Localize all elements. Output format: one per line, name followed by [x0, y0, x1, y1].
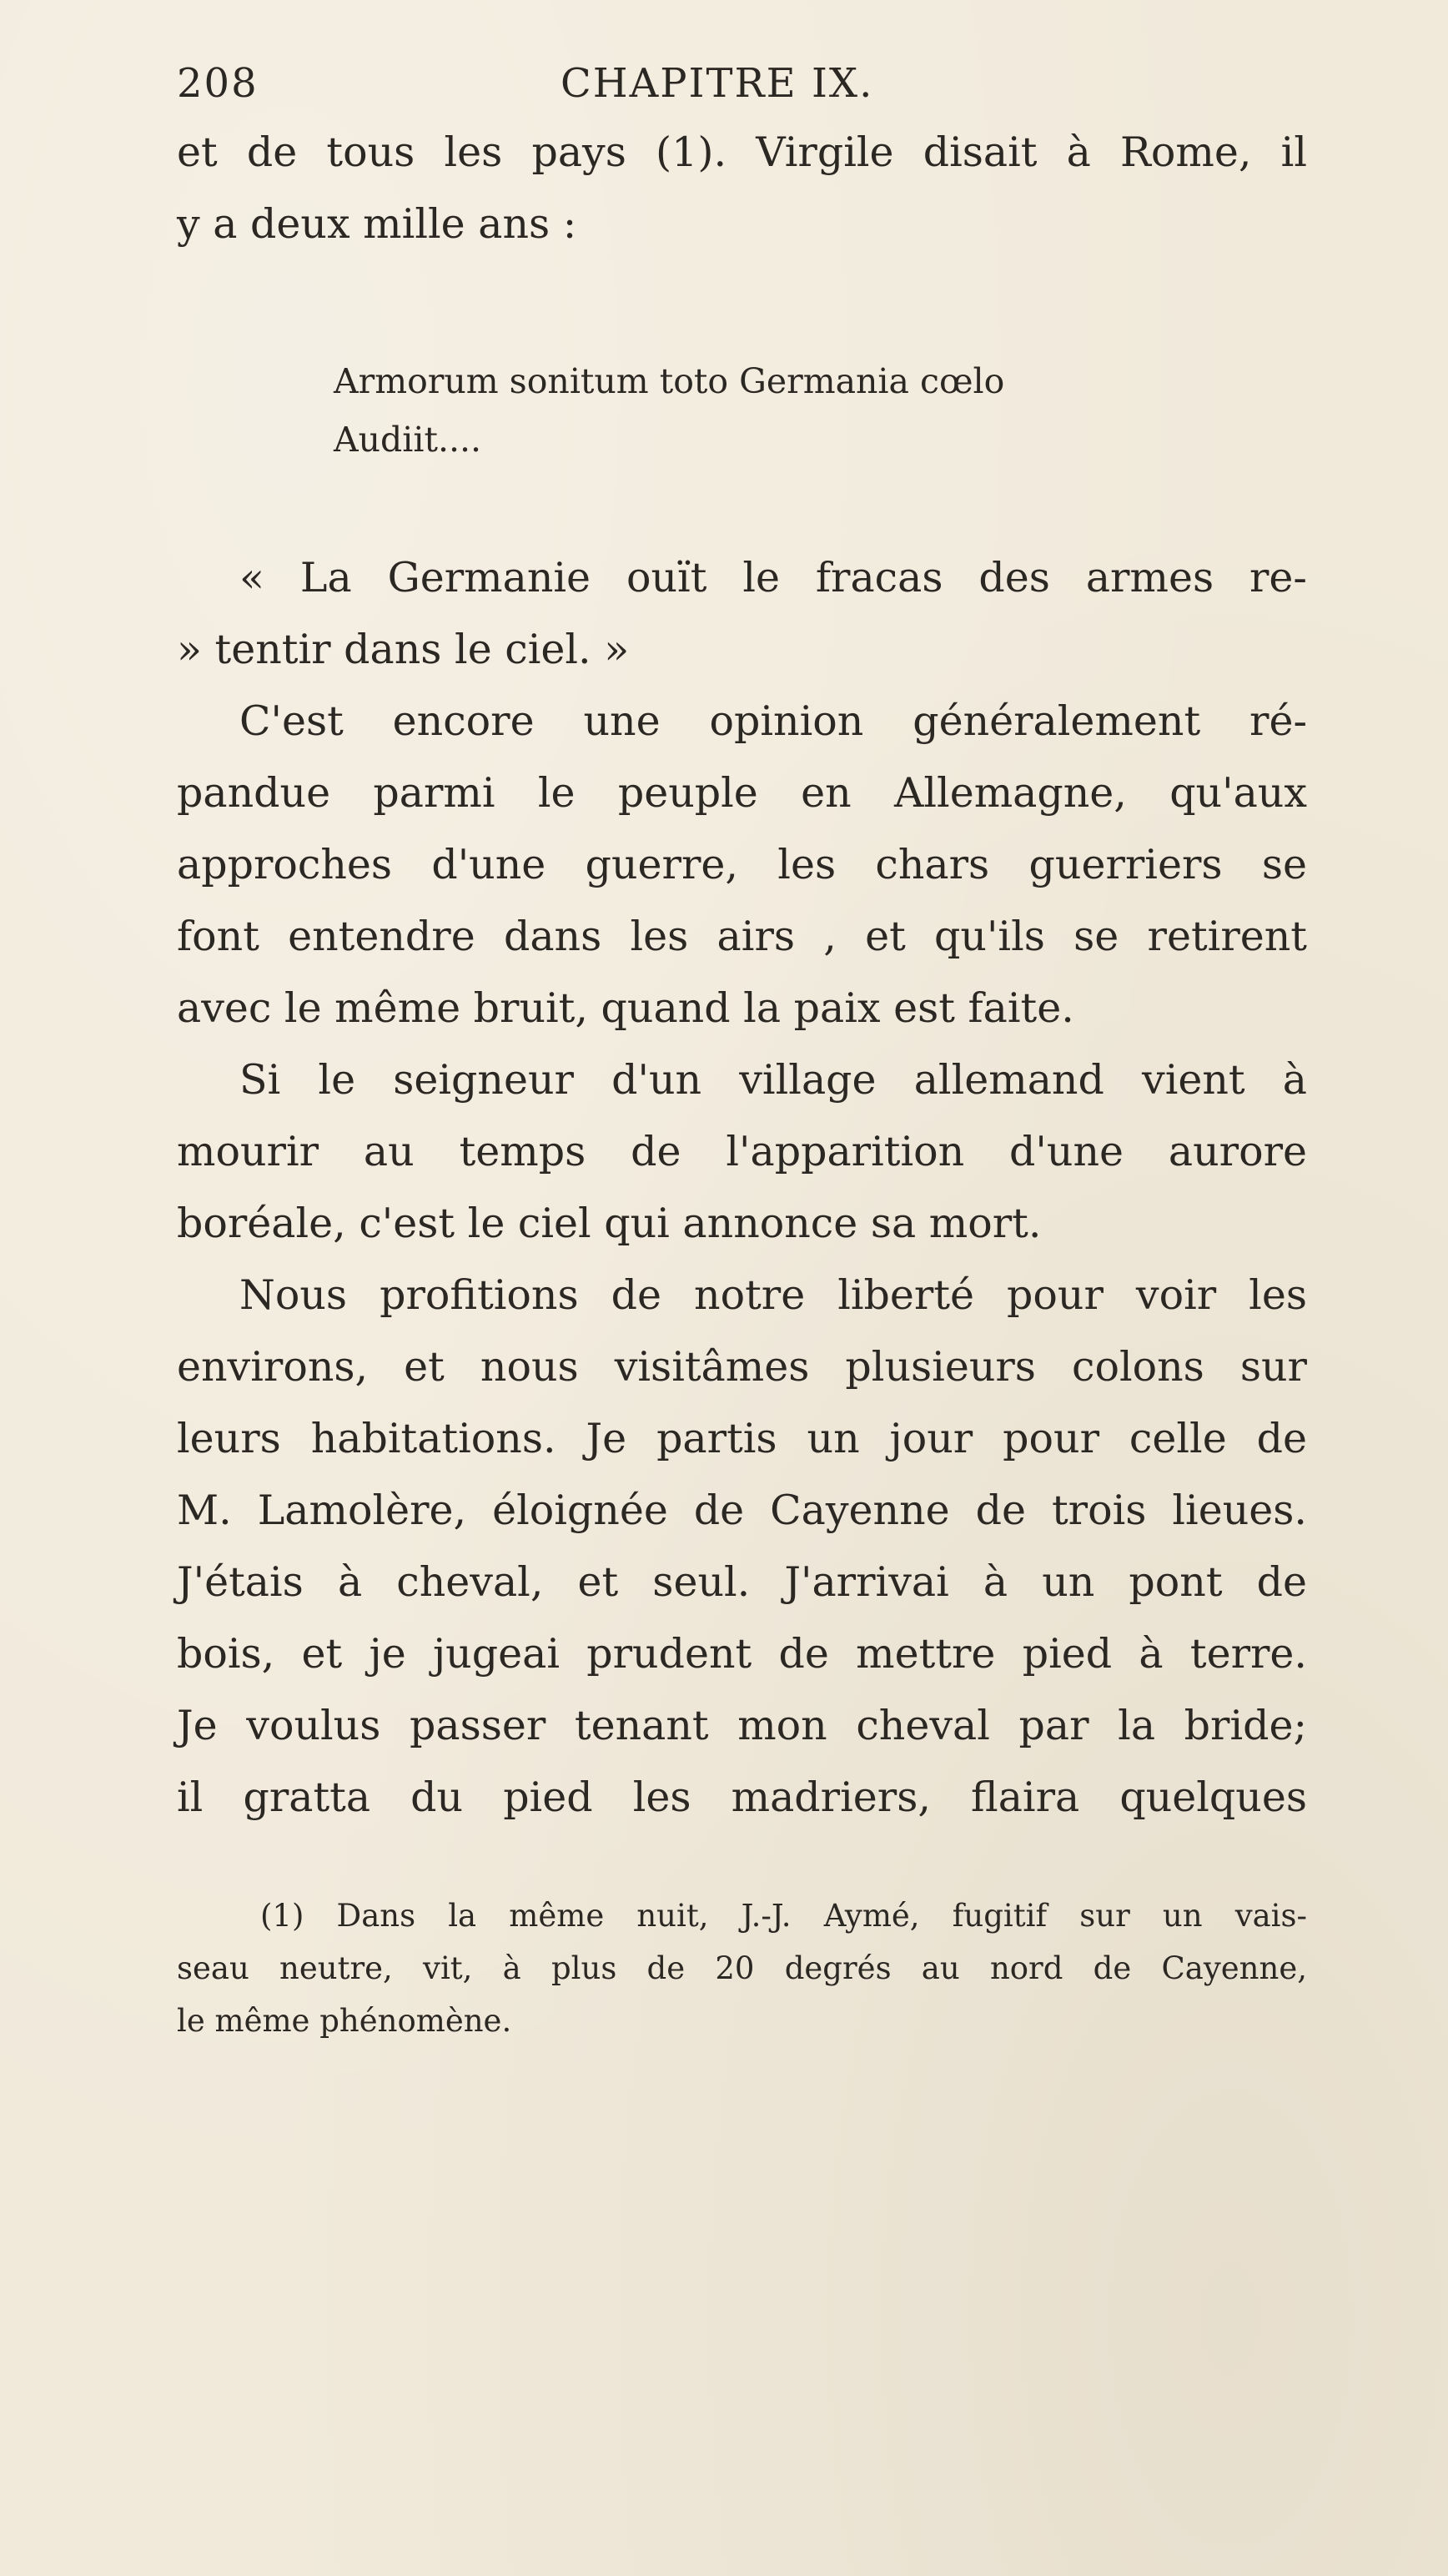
- paragraph-seigneur: [177, 1044, 1307, 1260]
- text-line: avec le même bruit, quand la paix est faite.: [177, 984, 1074, 1032]
- text-line: M. Lamolère, éloignée de Cayenne de trois lieues.: [177, 1487, 1307, 1534]
- footnote: [177, 1889, 1307, 2047]
- text-line: » tentir dans le ciel. »: [177, 626, 630, 673]
- main-text: [177, 542, 1307, 1834]
- text-line: mourir au temps de l'apparition d'une aurore: [177, 1128, 1307, 1175]
- quote-line: Armorum sonitum toto Germania cœlo: [334, 361, 1005, 401]
- text-line: bois, et je jugeai prudent de mettre pied à terre.: [177, 1630, 1307, 1678]
- latin-quotation: [334, 352, 1168, 469]
- paragraph-opinion: [177, 686, 1307, 1044]
- page-number: 208: [177, 60, 259, 107]
- text-line: Si le seigneur d'un village allemand vient à: [239, 1056, 1307, 1104]
- footnote-line: (1) Dans la même nuit, J.-J. Aymé, fugitif sur un vais-: [260, 1898, 1307, 1934]
- chapter-title: CHAPITRE IX.: [561, 60, 874, 107]
- quote-line: Audiit....: [334, 420, 482, 460]
- text-line: font entendre dans les airs , et qu'ils se retirent: [177, 913, 1307, 960]
- paragraph-continued: [177, 117, 1307, 260]
- paragraph-liberte: [177, 1260, 1307, 1834]
- text-line: boréale, c'est le ciel qui annonce sa mort.: [177, 1200, 1042, 1247]
- translation-paragraph: [177, 542, 1307, 686]
- text-line: environs, et nous visitâmes plusieurs colons sur: [177, 1343, 1307, 1391]
- text-line: Nous profitions de notre liberté pour voir les: [239, 1271, 1307, 1319]
- text-line: pandue parmi le peuple en Allemagne, qu'aux: [177, 769, 1307, 817]
- text-line: leurs habitations. Je partis un jour pour celle de: [177, 1415, 1307, 1462]
- text-line: Je voulus passer tenant mon cheval par la bride;: [177, 1702, 1307, 1749]
- text-line: il gratta du pied les madriers, flaira quelques: [177, 1774, 1307, 1821]
- text-line: et de tous les pays (1). Virgile disait à Rome, il: [177, 128, 1307, 176]
- text-line: y a deux mille ans :: [177, 200, 577, 248]
- text-line: J'étais à cheval, et seul. J'arrivai à un pont de: [177, 1558, 1307, 1606]
- footnote-line: le même phénomène.: [177, 2003, 512, 2039]
- footnote-line: seau neutre, vit, à plus de 20 degrés au nord de Cayenne,: [177, 1950, 1307, 1986]
- text-line: « La Germanie ouït le fracas des armes re-: [239, 554, 1307, 601]
- running-head: [177, 60, 1261, 110]
- text-line: C'est encore une opinion généralement ré-: [239, 697, 1307, 745]
- text-line: approches d'une guerre, les chars guerriers se: [177, 841, 1307, 888]
